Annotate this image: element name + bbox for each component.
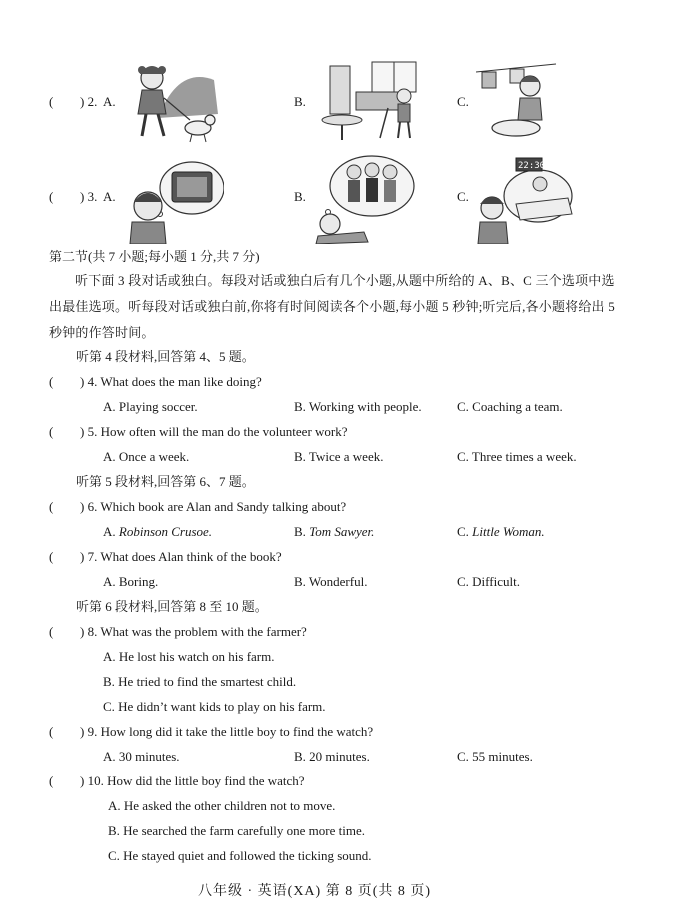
option-b <box>294 524 374 540</box>
answer-paren: ( <box>49 189 54 204</box>
option-a: A. 30 minutes. <box>103 749 180 764</box>
option-letter: A. <box>103 524 116 539</box>
option-letter-b: B. <box>294 94 306 109</box>
option-c: C. Coaching a team. <box>457 399 563 414</box>
option-a <box>103 524 212 540</box>
option-b: B. Twice a week. <box>294 449 384 464</box>
question-text: ) 4. What does the man like doing? <box>80 374 262 389</box>
question-text: ) 10. How did the little boy find the watch? <box>80 773 305 788</box>
question-text: ) 6. Which book are Alan and Sandy talking about? <box>80 499 347 514</box>
passage-intro: 听第 4 段材料,回答第 4、5 题。 <box>76 349 255 364</box>
girl-walking-dog-picture <box>118 58 220 144</box>
answer-paren: ( <box>49 724 54 739</box>
book-title: Little Woman. <box>472 524 545 539</box>
option-a: A. He asked the other children not to move. <box>108 798 336 813</box>
option-letter-c: C. <box>457 189 469 204</box>
option-letter-b: B. <box>294 189 306 204</box>
answer-paren: ( <box>49 374 54 389</box>
option-letter-c: C. <box>457 94 469 109</box>
option-a: A. Once a week. <box>103 449 190 464</box>
option-letter: B. <box>294 524 306 539</box>
option-b: B. Wonderful. <box>294 574 368 589</box>
option-letter-a: A. <box>103 189 116 204</box>
passage-intro: 听第 5 段材料,回答第 6、7 题。 <box>76 474 255 489</box>
question-text: ) 5. How often will the man do the volunteer work? <box>80 424 348 439</box>
section-instructions: 听下面 3 段对话或独白。每段对话或独白后有几个小题,从题中所给的 A、B、C 三个选项中选出最佳选项。听每段对话或独白前,你将有时间阅读各个小题,每小题 5 秒钟;听完后,各小题将给出 5 秒钟的作答时间。 <box>49 273 615 340</box>
living-room-picture <box>318 58 424 144</box>
boy-thinking-tv-picture <box>118 152 224 244</box>
option-b: B. He tried to find the smartest child. <box>103 674 297 689</box>
answer-paren: ( <box>49 624 54 639</box>
option-a: A. He lost his watch on his farm. <box>103 649 275 664</box>
answer-paren: ( <box>49 94 54 109</box>
option-letter-a: A. <box>103 94 116 109</box>
answer-paren: ( <box>49 549 54 564</box>
answer-paren: ( <box>49 424 54 439</box>
question-text: ) 9. How long did it take the little boy to find the watch? <box>80 724 374 739</box>
answer-paren: ( <box>49 499 54 514</box>
book-title: Robinson Crusoe. <box>118 524 213 539</box>
question-number: ) 2. <box>80 94 98 109</box>
passage-intro: 听第 6 段材料,回答第 8 至 10 题。 <box>76 599 268 614</box>
option-c: C. He stayed quiet and followed the ticking sound. <box>108 848 372 863</box>
option-a: A. Playing soccer. <box>103 399 198 414</box>
question-text: ) 7. What does Alan think of the book? <box>80 549 282 564</box>
answer-paren: ( <box>49 773 54 788</box>
section-title: 第二节(共 7 小题;每小题 1 分,共 7 分) <box>49 249 260 264</box>
option-c: C. He didn’t want kids to play on his farm. <box>103 699 326 714</box>
washing-clothes-picture <box>476 58 562 142</box>
option-b: B. He searched the farm carefully one more time. <box>108 823 365 838</box>
question-text: ) 8. What was the problem with the farmer? <box>80 624 307 639</box>
option-b: B. Working with people. <box>294 399 422 414</box>
boy-homework-clock-picture <box>476 152 576 244</box>
option-c: C. Three times a week. <box>457 449 577 464</box>
boy-thinking-friends-picture <box>310 152 416 244</box>
page-footer: 八年级 · 英语(XA) 第 8 页(共 8 页) <box>198 884 432 899</box>
option-letter: C. <box>457 524 469 539</box>
option-c <box>457 524 545 540</box>
option-a: A. Boring. <box>103 574 159 589</box>
clock-display: 22:30 <box>518 161 546 171</box>
option-c: C. Difficult. <box>457 574 520 589</box>
option-c: C. 55 minutes. <box>457 749 533 764</box>
option-b: B. 20 minutes. <box>294 749 370 764</box>
book-title: Tom Sawyer. <box>309 524 375 539</box>
question-number: ) 3. <box>80 189 98 204</box>
